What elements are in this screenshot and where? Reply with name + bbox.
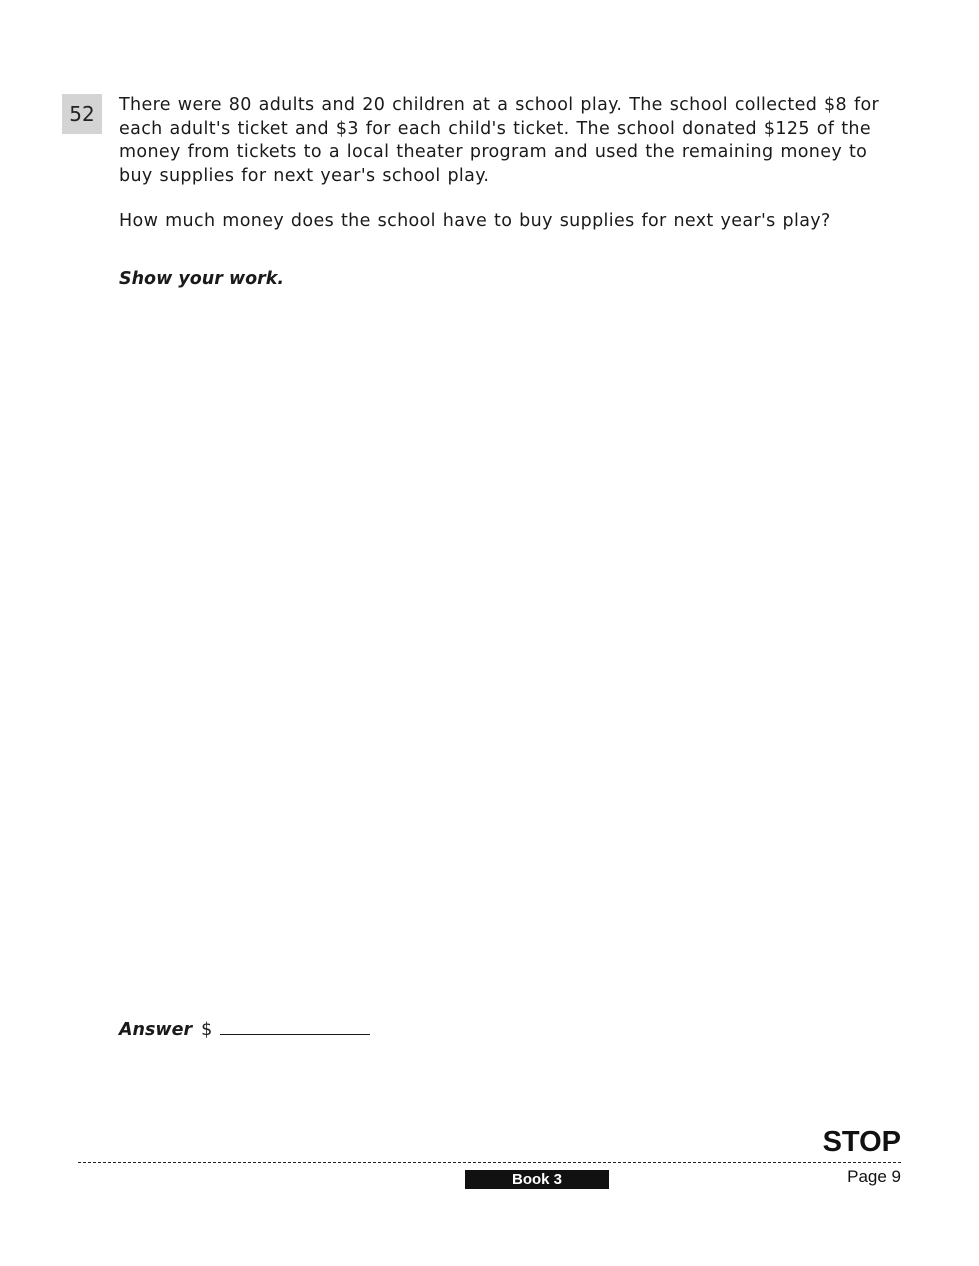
answer-row [119, 1016, 370, 1043]
stop-label: STOP [822, 1126, 901, 1158]
page-number: Page 9 [847, 1167, 901, 1186]
currency-symbol: $ [201, 1020, 213, 1040]
question-number: 52 [62, 94, 102, 134]
question-prompt: How much money does the school have to buy supplies for next year's play? [119, 211, 831, 231]
book-label: Book 3 [465, 1170, 609, 1189]
question-text: There were 80 adults and 20 children at a school play. The school collected $8 for each adult's ticket and $3 for each child's ticket. The school donated $125 of the money from tickets to a local theater program and used the remaining money to buy supplies for next year's school play. [119, 95, 880, 186]
answer-blank[interactable] [220, 1016, 370, 1035]
show-work-instruction: Show your work. [119, 269, 285, 289]
footer-divider [78, 1162, 901, 1163]
answer-label: Answer [119, 1020, 193, 1040]
